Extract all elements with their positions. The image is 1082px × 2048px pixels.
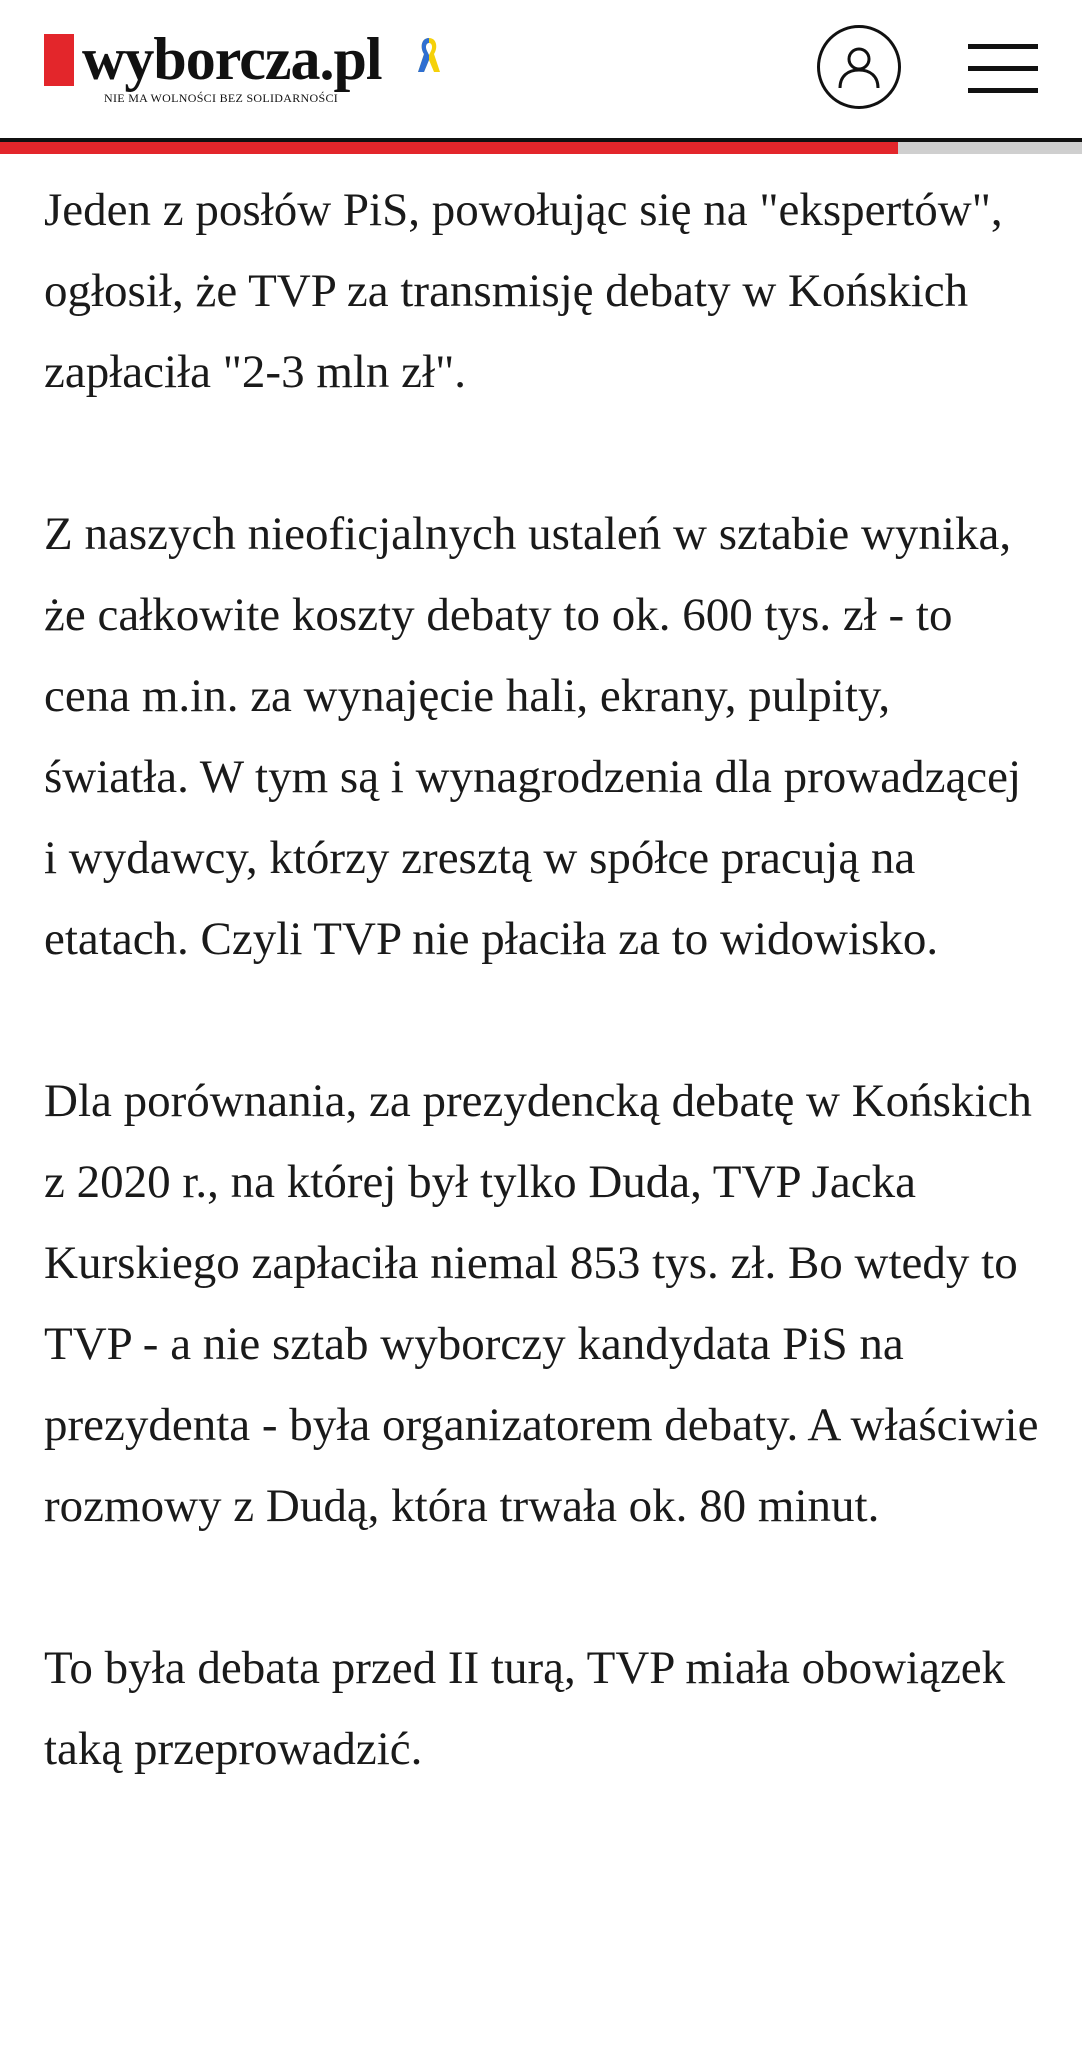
logo-tagline: NIE MA WOLNOŚCI BEZ SOLIDARNOŚCI — [104, 91, 339, 105]
menu-line — [968, 66, 1038, 71]
account-button[interactable] — [817, 25, 901, 109]
red-square-icon — [44, 34, 74, 86]
article-paragraph: To była debata przed II turą, TVP miała obowiązek taką przeprowadzić. — [44, 1642, 1006, 1775]
user-icon — [834, 42, 884, 92]
article-paragraph: Dla porównania, za prezydencką debatę w Końskich z 2020 r., na której był tylko Duda, TVP Jacka Kurskiego zapłaciła niemal 853 tys. zł. Bo wtedy to TVP - a nie sztab wyborczy kandydata PiS na prezydenta - była organizatorem debaty. A właściwie rozmowy z Dudą, która trwała ok. 80 minut. — [44, 1075, 1039, 1532]
article-paragraph: Jeden z posłów PiS, powołując się na "ekspertów", ogłosił, że TVP za transmisję debaty w Końskich zapłaciła "2-3 mln zł". — [44, 184, 1003, 398]
article-paragraph: Z naszych nieoficjalnych ustaleń w sztabie wynika, że całkowite koszty debaty to ok. 600 tys. zł - to cena m.in. za wynajęcie hali, ekrany, pulpity, światła. W tym są i wynagrodzenia dla prowadzącej i wydawcy, którzy zresztą w spółce pracują na etatach. Czyli TVP nie płaciła za to widowisko. — [44, 508, 1022, 965]
ukraine-ribbon-icon — [416, 34, 442, 78]
reading-progress-fill — [0, 142, 898, 154]
site-header — [0, 0, 1082, 138]
logo-wordmark: wyborcza.pl — [82, 26, 382, 92]
hamburger-menu-icon[interactable] — [968, 42, 1038, 96]
menu-line — [968, 44, 1038, 49]
menu-line — [968, 88, 1038, 93]
article-body — [44, 170, 1044, 1871]
